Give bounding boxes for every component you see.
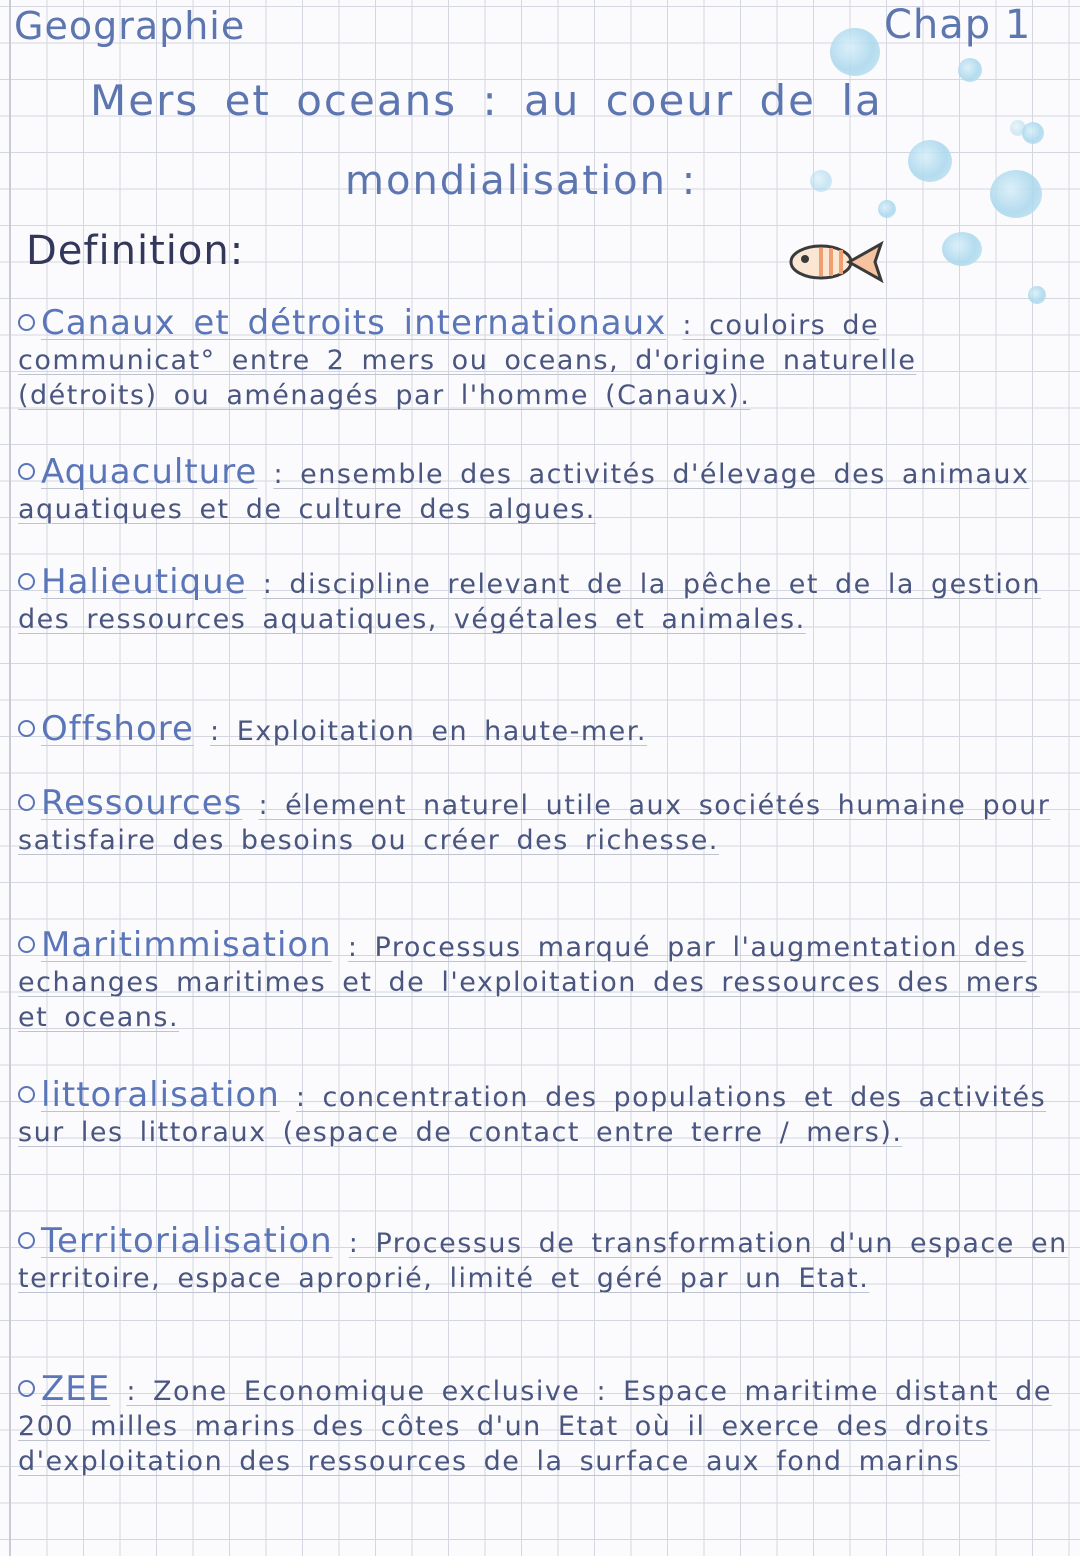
bubble-icon <box>1010 120 1026 136</box>
bubble-icon <box>878 200 896 218</box>
definition-text: : Processus marqué par l'augmentation des echanges maritimes et de l'exploitation des ressources des mers et oceans. <box>18 932 1040 1033</box>
definition-term: Territorialisation <box>41 1221 333 1261</box>
bubble-icon <box>830 28 880 76</box>
definition-text: : Processus de transformation d'un espace en territoire, espace aproprié, limité et géré par un Etat. <box>18 1228 1068 1294</box>
definition-text: : couloirs de communicat° entre 2 mers ou oceans, d'origine naturelle (détroits) ou aménagés par l'homme (Canaux). <box>18 310 917 411</box>
bullet-icon <box>18 794 35 811</box>
definition-littoralisation <box>18 1075 1068 1150</box>
subject-title: Geographie <box>14 4 246 48</box>
bubble-icon <box>810 170 832 192</box>
definition-territorialisation <box>18 1221 1068 1296</box>
definition-offshore <box>18 709 1068 749</box>
page-title-line1: Mers et oceans : au coeur de la <box>90 76 883 125</box>
bubble-icon <box>908 140 952 182</box>
fish-icon <box>783 238 891 286</box>
bubble-icon <box>990 170 1042 218</box>
definition-text: : Exploitation en haute-mer. <box>210 716 647 747</box>
margin-line <box>9 0 11 1556</box>
bubble-icon <box>942 232 982 266</box>
section-heading: Definition: <box>26 228 245 274</box>
page-title-line2: mondialisation : <box>345 158 698 204</box>
bullet-icon <box>18 720 35 737</box>
definition-term: Canaux et détroits internationaux <box>41 303 667 343</box>
definition-term: Offshore <box>41 709 194 749</box>
definition-text: : élement naturel utile aux sociétés humaine pour satisfaire des besoins ou créer des richesse. <box>18 790 1051 856</box>
bullet-icon <box>18 936 35 953</box>
bullet-icon <box>18 463 35 480</box>
definition-term: Maritimmisation <box>41 925 332 965</box>
bullet-icon <box>18 1086 35 1103</box>
definition-text: : concentration des populations et des activités sur les littoraux (espace de contact entre terre / mers). <box>18 1082 1047 1148</box>
definition-term: Ressources <box>41 783 243 823</box>
definition-ressources <box>18 783 1068 858</box>
bullet-icon <box>18 573 35 590</box>
definition-zee <box>18 1369 1068 1479</box>
definition-term: Aquaculture <box>41 452 258 492</box>
definition-term: ZEE <box>41 1369 111 1409</box>
bubble-icon <box>1028 286 1046 304</box>
definition-halieutique <box>18 562 1068 637</box>
bullet-icon <box>18 1380 35 1397</box>
bullet-icon <box>18 314 35 331</box>
definition-term: littoralisation <box>41 1075 280 1115</box>
definition-aquaculture <box>18 452 1068 527</box>
definition-text: : Zone Economique exclusive : Espace maritime distant de 200 milles marins des côtes d'un Etat où il exerce des droits d'exploitation des ressources de la surface aux fond marins <box>18 1376 1052 1477</box>
chapter-label: Chap 1 <box>884 2 1032 48</box>
definition-text: : ensemble des activités d'élevage des animaux aquatiques et de culture des algues. <box>18 459 1030 525</box>
definition-canaux <box>18 303 1068 413</box>
definition-text: : discipline relevant de la pêche et de la gestion des ressources aquatiques, végétales et animales. <box>18 569 1042 635</box>
definition-maritimmisation <box>18 925 1068 1035</box>
definition-term: Halieutique <box>41 562 247 602</box>
bullet-icon <box>18 1232 35 1249</box>
